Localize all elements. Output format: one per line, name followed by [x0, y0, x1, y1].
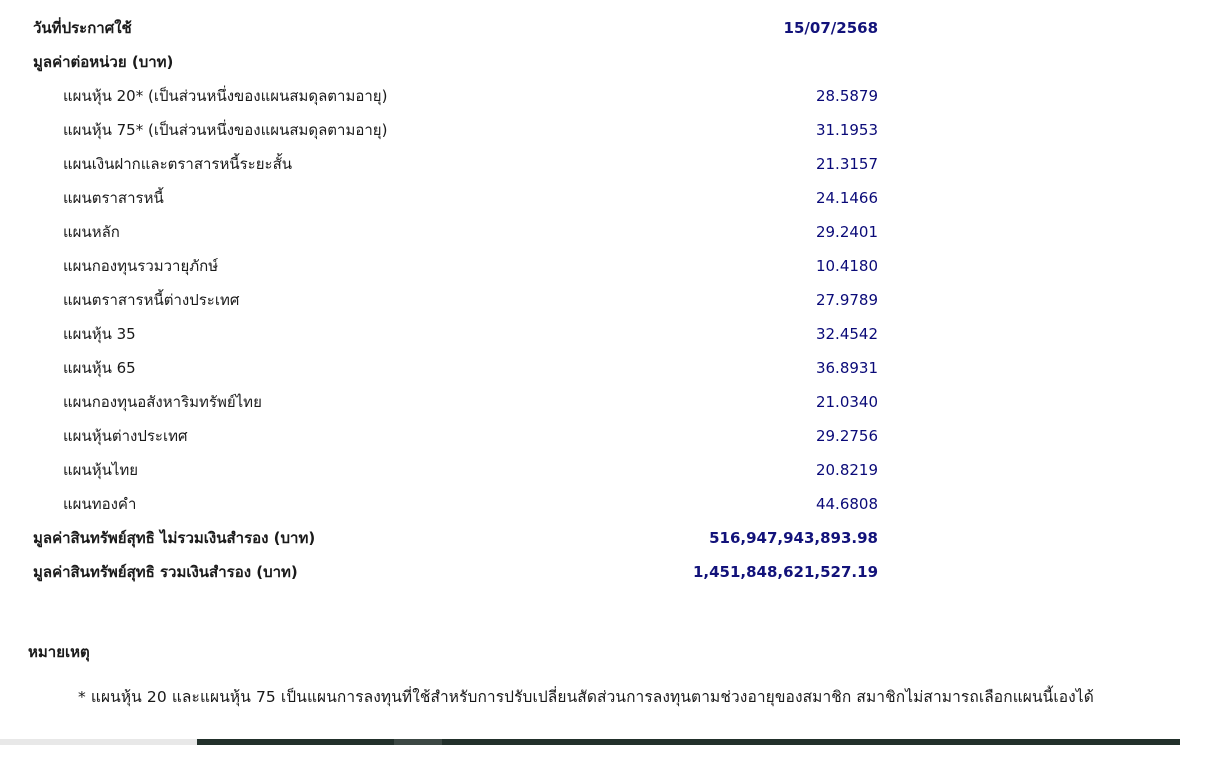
row-label: มูลค่าสินทรัพย์สุทธิ ไม่รวมเงินสำรอง (บาท)	[33, 529, 316, 547]
horizontal-scrollbar[interactable]	[0, 739, 1180, 745]
row-value: 20.8219	[815, 461, 878, 479]
row-label: แผนหุ้น 75* (เป็นส่วนหนึ่งของแผนสมดุลตามอายุ)	[63, 121, 388, 139]
row-label: แผนหุ้น 35	[63, 325, 136, 343]
table-row	[33, 249, 878, 283]
scrollbar-grip[interactable]	[394, 739, 442, 745]
row-value: 36.8931	[815, 359, 878, 377]
table-row	[33, 79, 878, 113]
row-value: 32.4542	[815, 325, 878, 343]
table-row	[33, 487, 878, 521]
table-row	[33, 555, 878, 589]
row-value: 31.1953	[815, 121, 878, 139]
row-label: แผนตราสารหนี้ต่างประเทศ	[63, 291, 240, 309]
table-row	[33, 351, 878, 385]
table-row	[33, 147, 878, 181]
row-label: มูลค่าสินทรัพย์สุทธิ รวมเงินสำรอง (บาท)	[33, 563, 298, 581]
table-row	[33, 385, 878, 419]
row-value: 1,451,848,621,527.19	[692, 563, 878, 581]
row-value: 44.6808	[815, 495, 878, 513]
row-value: 10.4180	[815, 257, 878, 275]
table-row	[33, 419, 878, 453]
scrollbar-thumb[interactable]	[197, 739, 1180, 745]
table-row	[33, 317, 878, 351]
row-label: แผนกองทุนอสังหาริมทรัพย์ไทย	[63, 393, 262, 411]
row-value	[588, 45, 878, 79]
row-value: 21.0340	[815, 393, 878, 411]
row-value: 29.2401	[815, 223, 878, 241]
note-text: * แผนหุ้น 20 และแผนหุ้น 75 เป็นแผนการลงทุนที่ใช้สำหรับการปรับเปลี่ยนสัดส่วนการลงทุนตามช่วงอายุของสมาชิก สมาชิกไม่สามารถเลือกแผนนี้เองได้	[78, 688, 1094, 706]
scrollbar-track[interactable]	[0, 739, 197, 745]
table-row	[33, 113, 878, 147]
row-label: แผนกองทุนรวมวายุภักษ์	[63, 257, 219, 275]
table-row	[33, 453, 878, 487]
row-value: 29.2756	[815, 427, 878, 445]
row-label: มูลค่าต่อหน่วย (บาท)	[33, 53, 174, 71]
row-label: แผนหุ้นต่างประเทศ	[63, 427, 188, 445]
table-row	[33, 181, 878, 215]
table-row	[33, 11, 878, 45]
row-label: แผนตราสารหนี้	[63, 189, 164, 207]
table-row	[33, 521, 878, 555]
row-value: 15/07/2568	[783, 19, 878, 37]
table-row	[33, 283, 878, 317]
row-value: 28.5879	[815, 87, 878, 105]
row-label: แผนหุ้น 20* (เป็นส่วนหนึ่งของแผนสมดุลตามอายุ)	[63, 87, 388, 105]
row-value: 27.9789	[815, 291, 878, 309]
row-label: แผนหุ้น 65	[63, 359, 136, 377]
row-label: แผนหุ้นไทย	[63, 461, 139, 479]
row-value: 21.3157	[815, 155, 878, 173]
row-value: 24.1466	[815, 189, 878, 207]
table-row	[33, 45, 878, 79]
table-row	[33, 215, 878, 249]
row-label: แผนทองคำ	[63, 495, 137, 513]
note-title: หมายเหตุ	[28, 643, 90, 661]
row-label: แผนเงินฝากและตราสารหนี้ระยะสั้น	[63, 155, 292, 173]
nav-table	[33, 11, 878, 589]
row-label: วันที่ประกาศใช้	[33, 19, 132, 37]
row-label: แผนหลัก	[63, 223, 120, 241]
row-value: 516,947,943,893.98	[709, 529, 878, 547]
